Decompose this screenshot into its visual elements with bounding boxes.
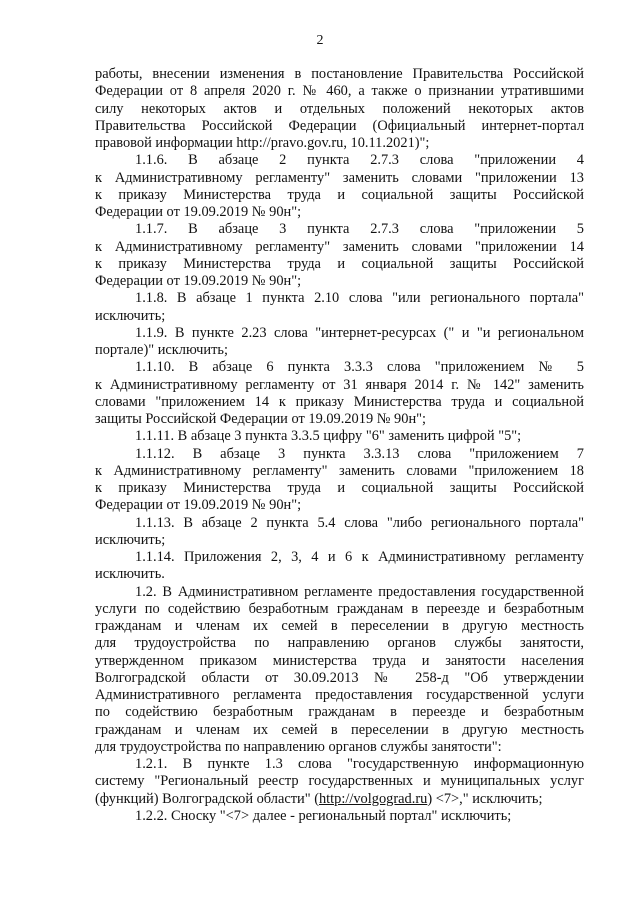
- text-line: правовой информации http://pravo.gov.ru, 10.11.2021)";: [95, 135, 430, 151]
- text-line: 1.1.13. В абзаце 2 пункта 5.4 слова "либо регионального портала": [135, 514, 584, 531]
- text-line: 1.2.2. Сноску "<7> далее - региональный портал" исключить;: [135, 807, 512, 824]
- text-line: исключить;: [95, 531, 166, 548]
- text-line: Федерации от 19.09.2019 № 90н";: [95, 497, 302, 514]
- text-line: Федерации от 19.09.2019 № 90н";: [95, 273, 302, 289]
- text-line: Волгоградской области от 30.09.2013 № 258-д "Об утверждении: [95, 669, 584, 686]
- text-line: Федерации от 19.09.2019 № 90н";: [95, 204, 302, 220]
- text-line: 1.1.8. В абзаце 1 пункта 2.10 слова "или регионального портала": [135, 290, 584, 307]
- paragraph: [95, 290, 584, 325]
- document-body: [95, 66, 584, 825]
- text-line: 1.2.1. В пункте 1.3 слова "государственную информационную: [135, 756, 584, 772]
- text-line: 1.1.11. В абзаце 3 пункта 3.3.5 цифру "6" заменить цифрой "5";: [135, 428, 522, 445]
- text-line: к Административному регламенту" заменить словами "приложении 13: [95, 169, 584, 186]
- text-line: Правительства Российской Федерации (Официальный интернет-портал: [95, 117, 584, 134]
- paragraph: [95, 359, 584, 428]
- text-line: исключить;: [95, 307, 166, 324]
- text-line: словами "приложением 14 к приказу Министерства труда и социальной: [95, 393, 584, 410]
- text-line: портале)" исключить;: [95, 342, 228, 358]
- paragraph: [95, 66, 584, 152]
- text-line: силу некоторых актов и отдельных положений некоторых актов: [95, 100, 584, 117]
- paragraph: [95, 325, 584, 360]
- text-line: 1.1.12. В абзаце 3 пункта 3.3.13 слова "приложением 7: [135, 445, 584, 462]
- text-line: к приказу Министерства труда и социальной защиты Российской: [95, 186, 584, 203]
- text-line: утвержденном приказом министерства труда и занятости населения: [95, 652, 584, 669]
- text-line: к приказу Министерства труда и социальной защиты Российской: [95, 255, 584, 272]
- text-line: 1.1.14. Приложения 2, 3, 4 и 6 к Административному регламенту: [135, 549, 584, 565]
- paragraph: [95, 221, 584, 290]
- text-line: 1.1.7. В абзаце 3 пункта 2.7.3 слова "приложении 5: [135, 221, 584, 238]
- text-line: 1.1.10. В абзаце 6 пункта 3.3.3 слова "приложением № 5: [135, 359, 584, 376]
- paragraph: [95, 446, 584, 515]
- text-line: (функций) Волгоградской области" (http://volgograd.ru) <7>," исключить;: [95, 790, 543, 807]
- text-line: к Административному регламенту" заменить словами "приложении 14: [95, 238, 584, 255]
- text-line: Федерации от 8 апреля 2020 г. № 460, а также о признании утратившими: [95, 83, 584, 100]
- text-line: по содействию безработным гражданам в переезде и безработным: [95, 704, 584, 721]
- paragraph: [95, 428, 584, 445]
- text-line: для трудоустройства по направлению органов службы занятости,: [95, 635, 584, 652]
- page-number: 2: [316, 33, 324, 48]
- text-line: систему "Региональный реестр государственных и муниципальных услуг: [95, 773, 584, 790]
- text-line: 1.1.9. В пункте 2.23 слова "интернет-ресурсах (" и "и региональном: [135, 324, 584, 341]
- paragraph: [95, 515, 584, 550]
- paragraph: [95, 756, 584, 808]
- paragraph: [95, 549, 584, 584]
- text-line: к Административному регламенту от 31 января 2014 г. № 142" заменить: [95, 376, 584, 393]
- text-line: для трудоустройства по направлению органов службы занятости":: [95, 738, 502, 755]
- text-line: Административного регламента предоставления государственной услуги: [95, 687, 584, 703]
- text-line: 1.1.6. В абзаце 2 пункта 2.7.3 слова "приложении 4: [135, 152, 584, 169]
- text-line: исключить.: [95, 566, 165, 583]
- text-line: защиты Российской Федерации от 19.09.2019 № 90н";: [95, 411, 427, 427]
- volgograd-link[interactable]: http://volgograd.ru: [318, 790, 428, 807]
- text-line: к Административному регламенту" заменить словами "приложением 18: [95, 462, 584, 479]
- text-line: работы, внесении изменения в постановление Правительства Российской: [95, 66, 584, 82]
- paragraph: [95, 584, 584, 757]
- text-line: к приказу Министерства труда и социальной защиты Российской: [95, 480, 584, 496]
- paragraph: [95, 808, 584, 825]
- text-line: услуги по содействию безработным гражданам в переезде и безработным: [95, 600, 584, 617]
- paragraph: [95, 152, 584, 221]
- text-line: гражданам и членам их семей в переселении в другую местность: [95, 721, 584, 738]
- text-line: гражданам и членам их семей в переселении в другую местность: [95, 618, 584, 634]
- text-line: 1.2. В Административном регламенте предоставления государственной: [135, 583, 584, 600]
